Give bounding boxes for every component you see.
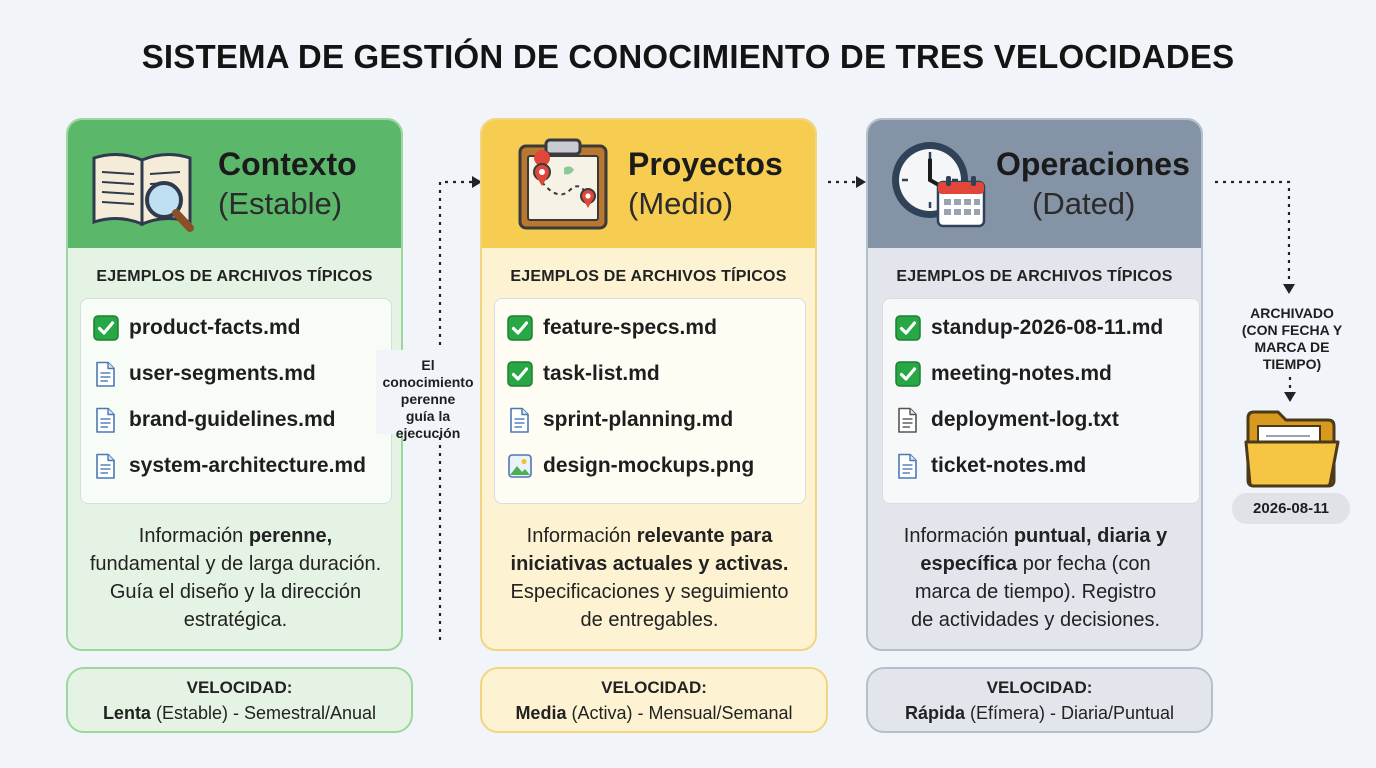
file-list <box>80 298 392 504</box>
file-item[interactable] <box>895 449 1086 483</box>
file-item[interactable] <box>93 311 301 345</box>
card-description-proyectos: Información relevante para iniciativas actuales y activas. Especificaciones y seguimiento de entregables. <box>510 525 789 631</box>
archive-label: ARCHIVADO (CON FECHA Y MARCA DE TIEMPO) <box>1241 305 1343 372</box>
card-header-proyectos <box>482 120 815 248</box>
file-name: sprint-planning.md <box>543 408 734 431</box>
checkmark-icon <box>507 361 533 387</box>
file-list <box>494 298 806 504</box>
file-name: feature-specs.md <box>543 316 717 339</box>
file-item[interactable] <box>895 311 1163 345</box>
card-title-proyectos: Proyectos <box>628 146 783 182</box>
checkmark-icon <box>93 315 119 341</box>
file-name: standup-2026-08-11.md <box>931 316 1164 339</box>
file-name: user-segments.md <box>129 362 316 385</box>
card-contexto <box>66 118 403 651</box>
clock-calendar-icon <box>888 138 996 230</box>
file-item[interactable] <box>507 449 754 483</box>
file-name: ticket-notes.md <box>931 454 1087 477</box>
connector-note: El conocimiento perenne guía la ejecución <box>376 350 480 434</box>
file-item[interactable] <box>93 403 336 437</box>
speed-pill-operaciones <box>866 667 1213 733</box>
file-item[interactable] <box>507 403 733 437</box>
text-file-icon <box>895 407 921 433</box>
file-item[interactable] <box>895 403 1119 437</box>
card-stability-proyectos: (Medio) <box>628 186 734 221</box>
card-stability-operaciones: (Dated) <box>1032 186 1136 221</box>
speed-label: VELOCIDAD: <box>986 678 1093 697</box>
clipboard-map-icon <box>512 138 620 230</box>
files-heading: EJEMPLOS DE ARCHIVOS TÍPICOS <box>896 268 1173 285</box>
file-item[interactable] <box>507 357 660 391</box>
speed-label: VELOCIDAD: <box>601 678 707 697</box>
card-header-contexto <box>68 120 401 248</box>
archive-date-badge: 2026-08-11 <box>1232 493 1350 524</box>
file-name: meeting-notes.md <box>931 362 1112 385</box>
book-magnifier-icon <box>90 140 198 232</box>
card-stability-contexto: (Estable) <box>218 186 343 221</box>
speed-label: VELOCIDAD: <box>186 678 293 697</box>
file-name: deployment-log.txt <box>931 408 1119 431</box>
document-icon <box>895 453 921 479</box>
file-item[interactable] <box>93 449 366 483</box>
checkmark-icon <box>895 361 921 387</box>
speed-pill-proyectos <box>480 667 828 733</box>
checkmark-icon <box>507 315 533 341</box>
files-heading: EJEMPLOS DE ARCHIVOS TÍPICOS <box>96 268 373 285</box>
card-description-operaciones: Información puntual, diaria y específica por fecha (con marca de tiempo). Registro de actividades y decisiones. <box>903 525 1168 631</box>
card-title-contexto: Contexto <box>218 146 357 182</box>
file-item[interactable] <box>895 357 1112 391</box>
document-icon <box>507 407 533 433</box>
file-name: product-facts.md <box>129 316 301 339</box>
folder-icon <box>1244 408 1340 488</box>
speed-value: Media (Activa) - Mensual/Semanal <box>515 703 793 723</box>
card-description-contexto: Información perenne, fundamental y de larga duración. Guía el diseño y la dirección estratégica. <box>89 525 382 631</box>
card-operaciones <box>866 118 1203 651</box>
checkmark-icon <box>895 315 921 341</box>
files-heading: EJEMPLOS DE ARCHIVOS TÍPICOS <box>510 268 787 285</box>
file-name: design-mockups.png <box>543 454 755 477</box>
speed-pill-contexto <box>66 667 413 733</box>
page-title: SISTEMA DE GESTIÓN DE CONOCIMIENTO DE TRES VELOCIDADES <box>141 38 1235 75</box>
document-icon <box>93 453 119 479</box>
file-name: brand-guidelines.md <box>129 408 336 431</box>
file-name: task-list.md <box>543 362 660 385</box>
file-name: system-architecture.md <box>129 454 366 477</box>
image-icon <box>507 453 533 479</box>
speed-value: Lenta (Estable) - Semestral/Anual <box>102 703 377 723</box>
document-icon <box>93 361 119 387</box>
file-item[interactable] <box>93 357 316 391</box>
card-header-operaciones <box>868 120 1201 248</box>
file-list <box>882 298 1200 504</box>
card-proyectos <box>480 118 817 651</box>
document-icon <box>93 407 119 433</box>
card-title-operaciones: Operaciones <box>996 146 1190 182</box>
file-item[interactable] <box>507 311 717 345</box>
speed-value: Rápida (Efímera) - Diaria/Puntual <box>904 703 1175 723</box>
